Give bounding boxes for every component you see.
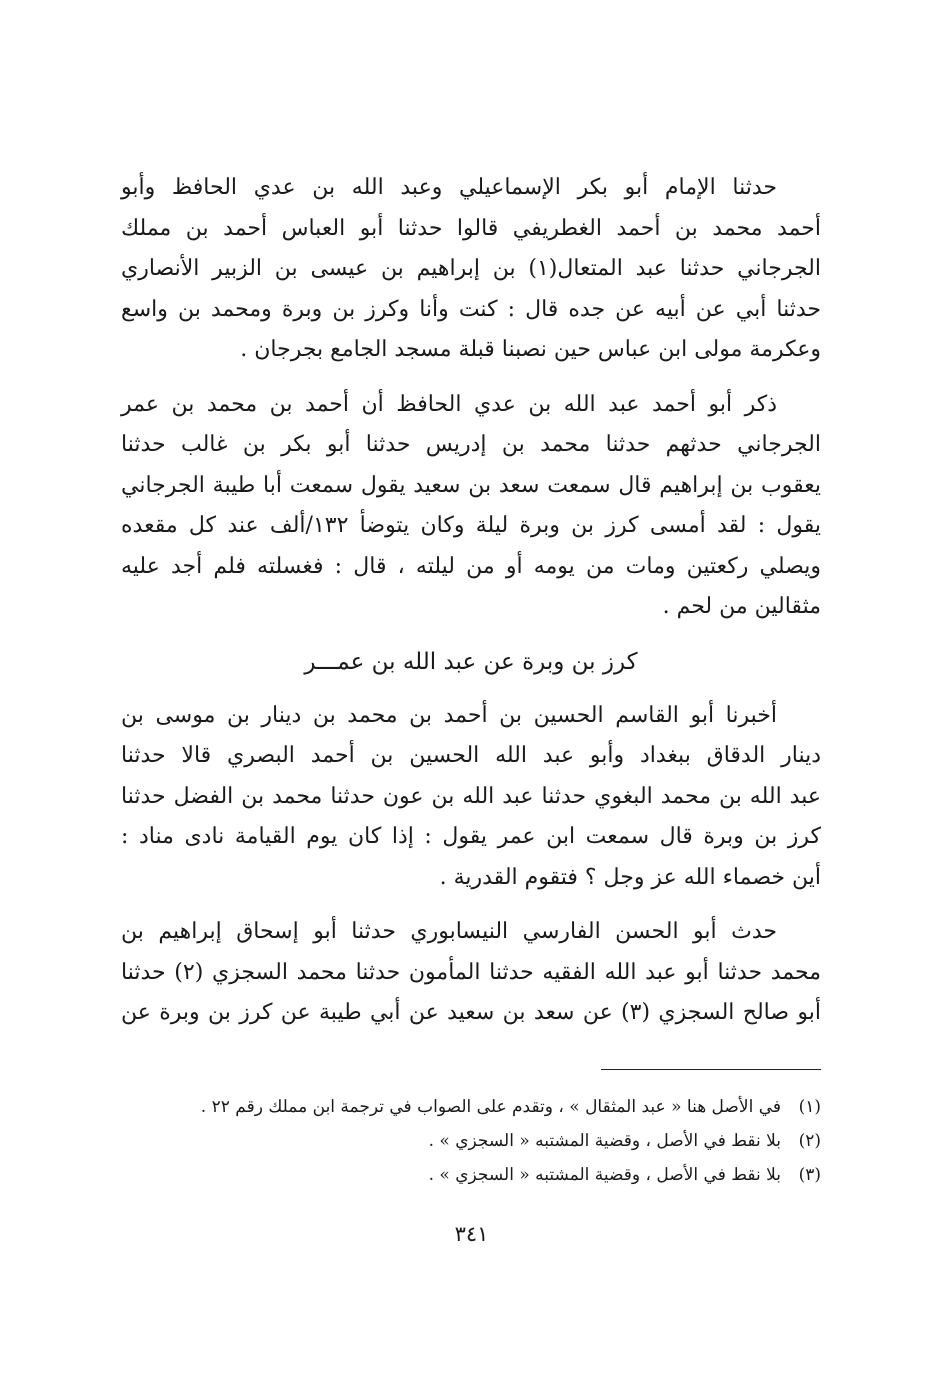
text-line: الجرجاني حدثهم حدثنا محمد بن إدريس حدثنا أبو بكر بن غالب حدثنا xyxy=(121,432,821,457)
text-line: ذكر أبو أحمد عبد الله بن عدي الحافظ أن أحمد بن محمد بن عمر xyxy=(121,391,777,417)
footnotes xyxy=(121,1090,821,1192)
text-line: حدثنا أبي عن أبيه عن جده قال : كنت وأنا وكرز بن وبرة ومحمد بن واسع xyxy=(121,296,821,322)
footnote-divider xyxy=(601,1069,821,1070)
footnote-number: (٢) xyxy=(798,1131,821,1151)
text-line: حدثنا الإمام أبو بكر الإسماعيلي وعبد الله بن عدي الحافظ وأبو xyxy=(121,175,777,200)
text-line: يعقوب بن إبراهيم قال سمعت سعد بن سعيد يقول سمعت أبا طيبة الجرجاني xyxy=(121,472,821,498)
paragraph-2 xyxy=(121,385,821,628)
text-line: دينار الدقاق ببغداد وأبو عبد الله الحسين بن أحمد البصري قالا حدثنا xyxy=(121,743,821,768)
footnote-item xyxy=(121,1158,821,1192)
text-line: حدث أبو الحسن الفارسي النيسابوري حدثنا أبو إسحاق إبراهيم بن xyxy=(121,919,777,944)
text-line: مثقالين من لحم . xyxy=(662,594,821,619)
paragraph-4 xyxy=(121,912,821,1034)
footnote-number: (٣) xyxy=(798,1165,821,1185)
paragraph-3 xyxy=(121,696,821,899)
text-line: أبو صالح السجزي (٣) عن سعد بن سعيد عن أبي طيبة عن كرز بن وبرة عن xyxy=(121,1000,822,1025)
footnote-text: بلا نقط في الأصل ، وقضية المشتبه « السجزي » . xyxy=(428,1165,781,1185)
text-line: أين خصماء الله عز وجل ؟ فتقوم القدرية . xyxy=(439,864,821,890)
footnote-text: في الأصل هنا « عبد المثقال » ، وتقدم على الصواب في ترجمة ابن مملك رقم ٢٢ . xyxy=(200,1097,781,1117)
footnote-text: بلا نقط في الأصل ، وقضية المشتبه « السجزي » . xyxy=(428,1131,781,1151)
footnote-item xyxy=(121,1124,821,1158)
page-number: ٣٤١ xyxy=(454,1222,489,1246)
text-line: الجرجاني حدثنا عبد المتعال(١) بن إبراهيم بن عيسى بن الزبير الأنصاري xyxy=(121,256,821,281)
text-line: عبد الله بن محمد البغوي حدثنا عبد الله بن عون حدثنا محمد بن الفضل حدثنا xyxy=(121,783,821,809)
section-heading: كرز بن وبرة عن عبد الله بن عمـــر xyxy=(304,648,638,675)
paragraph-1 xyxy=(121,168,821,371)
footnote-item xyxy=(121,1090,821,1124)
text-line: محمد حدثنا أبو عبد الله الفقيه حدثنا المأمون حدثنا محمد السجزي (٢) حدثنا xyxy=(121,959,821,985)
main-text xyxy=(121,168,821,1048)
footnote-number: (١) xyxy=(798,1097,821,1117)
text-line: أخبرنا أبو القاسم الحسين بن أحمد بن محمد بن دينار بن موسى بن xyxy=(121,702,777,728)
text-line: كرز بن وبرة قال سمعت ابن عمر يقول : إذا كان يوم القيامة نادى مناد : xyxy=(121,824,821,849)
text-line: يقول : لقد أمسى كرز بن وبرة ليلة وكان يتوضأ ١٣٢/ألف عند كل مقعده xyxy=(121,513,821,538)
text-line: أحمد محمد بن أحمد الغطريفي قالوا حدثنا أبو العباس أحمد بن مملك xyxy=(121,215,821,241)
text-line: ويصلي ركعتين ومات من يومه أو من ليلته ، قال : فغسلته فلم أجد عليه xyxy=(121,553,821,579)
text-line: وعكرمة مولى ابن عباس حين نصبنا قبلة مسجد الجامع بجرجان . xyxy=(240,337,821,362)
